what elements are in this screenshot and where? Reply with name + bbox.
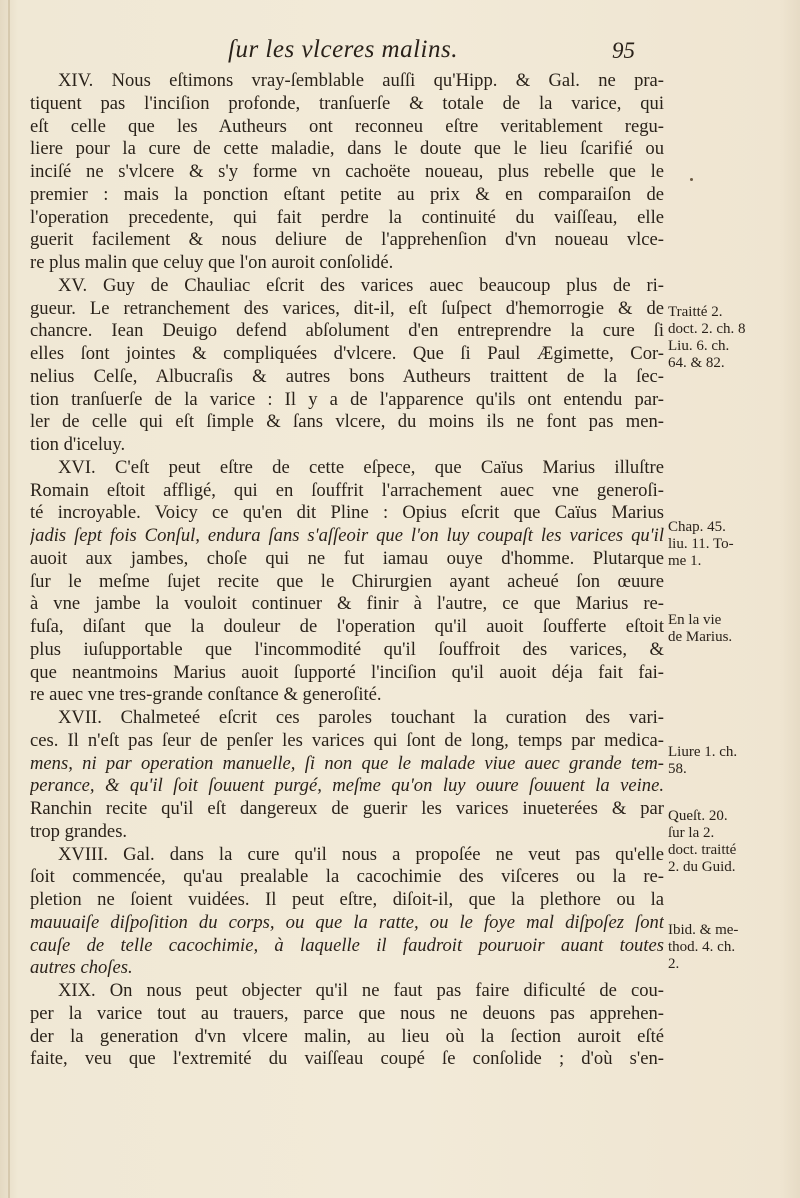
margin-note-line: de Marius. [668, 629, 733, 645]
text-line: fuſa, diſant que la douleur de l'operation qu'il auoit ſoufferte eſtoit [30, 616, 664, 637]
text-line: XVII. Chalmeteé eſcrit ces paroles touchant la curation des vari- [58, 707, 664, 728]
text-line: re plus malin que celuy que l'on auroit conſolidé. [30, 252, 394, 273]
running-title: ſur les vlceres malins. [228, 36, 458, 63]
text-line: pletion ne ſoient vuidées. Il peut eſtre, diſoit-il, que la plethore ou la [30, 889, 664, 910]
text-line: l'operation precedente, qui fait perdre la continuité du vaiſſeau, elle [30, 206, 664, 228]
margin-note-line: Chap. 45. [668, 519, 726, 535]
margin-note [668, 519, 796, 570]
text-line: premier : mais la ponction eſtant petite au prix & en comparaiſon de [30, 183, 664, 205]
text-line: auoit aux jambes, choſe qui ne fut iamau ouye d'homme. Plutarque [30, 547, 664, 569]
text-line: XVIII. Gal. dans la cure qu'il nous a propoſée ne veut pas qu'elle [58, 843, 664, 865]
text-line: tion d'iceluy. [30, 434, 126, 455]
margin-note-line: 2. [668, 956, 680, 972]
text-line: ſur le meſme ſujet recite que le Chirurgien ayant acheué ſon œuure [30, 570, 664, 592]
margin-note-line: Liu. 6. ch. [668, 338, 730, 354]
margin-note-line: doct. traitté [668, 842, 737, 858]
text-line: tiquent pas l'inciſion profonde, tranſuerſe & totale de la varice, qui [30, 92, 664, 114]
text-line: mens, ni par operation manuelle, ſi non que le malade viue auec grande tem- [30, 752, 664, 774]
margin-note-line: 64. & 82. [668, 355, 725, 371]
margin-note-line: Ibid. & me- [668, 922, 739, 938]
text-line: que neantmoins Marius auoit ſupporté l'inciſion qu'il auoit déja fait fai- [30, 661, 664, 683]
margin-note-line: me 1. [668, 553, 702, 569]
text-line: guerit facilement & nous deliure de l'apprehenſion d'vn noueau vlce- [30, 229, 664, 251]
margin-note [668, 808, 796, 876]
page-number: 95 [612, 38, 635, 63]
text-line: tion tranſuerſe de la varice : Il y a de l'apparence qu'ils ont entendu par- [30, 388, 664, 410]
text-line: té incroyable. Voicy ce qu'en dit Pline : Opius eſcrit que Caïus Marius [30, 502, 664, 524]
text-line: ler de celle qui eſt ſimple & ſans vlcere, du moins ils ne font pas men- [30, 411, 664, 433]
text-line: XVI. C'eſt peut eſtre de cette eſpece, que Caïus Marius illuſtre [58, 456, 664, 478]
text-line: mauuaiſe diſpoſition du corps, ou que la ratte, ou le foye mal diſpoſez ſont [30, 911, 664, 933]
text-line: ſoit commencée, qu'au prealable la cacochimie des viſceres ou la re- [30, 866, 664, 888]
text-line: gueur. Le retranchement des varices, dit-il, eſt ſuſpect d'hemorrogie & de [30, 297, 664, 319]
text-line: Romain eſtoit affligé, qui en ſouffrit l'arrachement auec vne generoſi- [30, 479, 664, 501]
margin-note-line: liu. 11. To- [668, 536, 734, 552]
text-line: perance, & qu'il ſoit ſouuent purgé, meſme qu'on luy ouure ſouuent la veine. [30, 775, 664, 797]
margin-note-line: ſur la 2. [668, 825, 715, 841]
margin-note-line: thod. 4. ch. [668, 939, 736, 955]
margin-note [668, 304, 796, 372]
text-line: plus iuſupportable que l'incommodité qu'il ſouffroit des varices, & [30, 638, 664, 660]
margin-note-line: 2. du Guid. [668, 859, 736, 875]
margin-note [668, 922, 796, 973]
text-line: autres choſes. [30, 957, 133, 979]
text-line: ces. Il n'eſt pas ſeur de penſer les varices qui ſont de long, temps par medica- [30, 729, 664, 751]
text-line: eſt celle que les Autheurs ont reconneu eſtre veritablement regu- [30, 115, 664, 137]
text-line: liere pour la cure de cette maladie, dans le doute que le lieu ſcarifié ou [30, 138, 664, 160]
text-line: per la varice tout au trauers, parce que nous ne deuons pas apprehen- [30, 1002, 664, 1024]
margin-note [668, 612, 796, 646]
margin-note [668, 744, 796, 778]
margin-note-line: En la vie [668, 612, 722, 628]
page-header [0, 36, 800, 70]
text-line: à vne jambe la vouloit continuer & finir à l'autre, ce que Marius re- [30, 593, 664, 615]
margin-note-line: Traitté 2. [668, 304, 723, 320]
text-line: jadis ſept fois Conſul, endura ſans s'aſſeoir que l'on luy coupaſt les varices qu'il [30, 525, 664, 546]
page-gutter [8, 0, 10, 1198]
text-line: XIX. On nous peut objecter qu'il ne faut pas faire dificulté de cou- [58, 980, 664, 1001]
body-text [30, 70, 664, 1071]
margin-note-line: 58. [668, 761, 687, 777]
text-line: XV. Guy de Chauliac eſcrit des varices auec beaucoup plus de ri- [58, 274, 664, 296]
text-line: nelius Celſe, Albucraſis & autres bons Autheurs traittent de la ſec- [30, 365, 664, 387]
margin-note-line: Queſt. 20. [668, 808, 728, 824]
text-line: chancre. Iean Deuigo defend abſolument d'en entreprendre la cure ſi [30, 320, 664, 342]
text-line: re auec vne tres-grande conſtance & generoſité. [30, 684, 382, 706]
text-line: elles ſont jointes & compliquées d'vlcere. Que ſi Paul Ægimette, Cor- [30, 343, 664, 364]
ink-speck [690, 178, 693, 181]
text-line: Ranchin recite qu'il eſt dangereux de guerir les varices inueterées & par [30, 798, 664, 819]
text-line: XIV. Nous eſtimons vray-ſemblable auſſi qu'Hipp. & Gal. ne pra- [58, 70, 664, 91]
text-line: trop grandes. [30, 820, 128, 842]
text-line: inciſé ne s'vlcere & s'y forme vn cachoëte noueau, plus rebelle que le [30, 161, 664, 182]
text-line: faite, veu que l'extremité du vaiſſeau coupé ſe conſolide ; d'où s'en- [30, 1048, 664, 1070]
margin-note-line: Liure 1. ch. [668, 744, 738, 760]
text-line: cauſe de telle cacochimie, à laquelle il faudroit pouruoir auant toutes [30, 934, 664, 956]
margin-note-line: doct. 2. ch. 8 [668, 321, 746, 337]
text-line: der la generation d'vn vlcere malin, au lieu où la ſection auroit eſté [30, 1025, 664, 1047]
